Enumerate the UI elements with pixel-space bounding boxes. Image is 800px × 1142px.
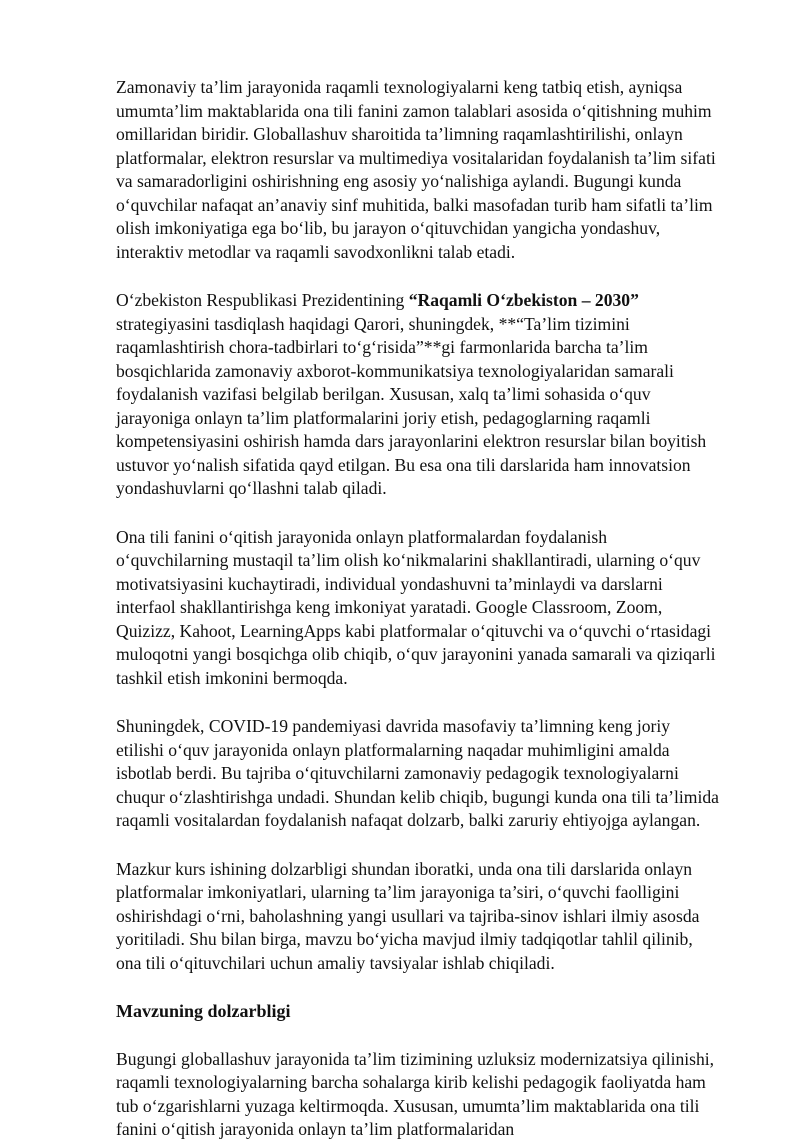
paragraph-pandemic: Shuningdek, COVID-19 pandemiyasi davrida masofaviy ta’limning keng joriy etilishi o‘quv jarayonida onlayn platformalarning naqadar muhimligini amalda isbotlab berdi. Bu tajriba o‘qituvchilarni zamonaviy pedagogik texnologiyalarni chuqur o‘zlashtirishga undadi. Shundan kelib chiqib, bugungi kunda ona tili ta’limida raqamli vositalardan foydalanish nafaqat dolzarb, balki zaruriy ehtiyojga aylangan. [116,716,719,830]
paragraph-platforms: Ona tili fanini o‘qitish jarayonida onlayn platformalardan foydalanish o‘quvchilarning mustaqil ta’lim olish ko‘nikmalarini shakllantiradi, ularning o‘quv motivatsiyasini kuchaytiradi, individual yondashuvni ta’minlaydi va darslarni interfaol shakllantirishga keng imkoniyat yaratadi. Google Classroom, Zoom, Quizizz, Kahoot, LearningApps kabi platformalar o‘qituvchi va o‘quvchi o‘rtasidagi muloqotni yangi bosqichga olib chiqib, o‘quv jarayonini yanada samarali va qiziqarli tashkil etish imkonini bermoqda. [116,526,716,688]
paragraph-closing: Bugungi globallashuv jarayonida ta’lim tizimining uzluksiz modernizatsiya qilinishi, raqamli texnologiyalarning barcha sohalarga kirib kelishi pedagogik faoliyatda ham tub o‘zgarishlarni yuzaga keltirmoqda. Xususan, umumta’lim maktablarida ona tili fanini o‘qitish jarayonida onlayn ta’lim platformalaridan [116,1048,715,1139]
paragraph-strategy [116,289,720,501]
paragraph-intro: Zamonaviy ta’lim jarayonida raqamli texnologiyalarni keng tatbiq etish, ayniqsa umumta’lim maktablarida ona tili fanini zamon talablari asosida o‘qitishning muhim omillaridan biridir. Globallashuv sharoitida ta’limning raqamlashtirilishi, onlayn platformalar, elektron resurslar va multimediya vositalaridan foydalanish ta’lim sifati va samaradorligini oshirishning eng asosiy yo‘nalishiga aylandi. Bugungi kunda o‘quvchilar nafaqat an’anaviy sinf muhitida, balki masofadan turib ham sifatli ta’lim olish imkoniyatiga ega bo‘lib, bu jarayon o‘qituvchidan yangicha yondashuv, interaktiv metodlar va raqamli savodxonlikni talab etadi. [116,77,716,262]
paragraph-relevance: Mazkur kurs ishining dolzarbligi shundan iboratki, unda ona tili darslarida onlayn platformalar imkoniyatlari, ularning ta’lim jarayoniga ta’siri, o‘quvchi faolligini oshirishdagi o‘rni, baholashning yangi usullari va tajriba-sinov ishlari ilmiy asosda yoritiladi. Shu bilan birga, mavzu bo‘yicha mavjud ilmiy tadqiqotlar tahlil qilinib, ona tili o‘qituvchilari uchun amaliy tavsiyalar ishlab chiqiladi. [116,858,700,973]
strategy-title: “Raqamli O‘zbekiston – 2030” [408,290,639,310]
paragraph-strategy-lead: O‘zbekiston Respublikasi Prezidentining [116,290,409,310]
paragraph-strategy-rest: strategiyasini tasdiqlash haqidagi Qarori, shuningdek, **“Ta’lim tizimini raqamlashtirish chora-tadbirlari to‘g‘risida”**gi farmonlarida barcha ta’lim bosqichlarida zamonaviy axborot-kommunikatsiya texnologiyalaridan samarali foydalanish vazifasi belgilab berilgan. Xususan, xalq ta’limi sohasida o‘quv jarayoniga onlayn ta’lim platformalarini joriy etish, pedagoglarning raqamli kompetensiyasini oshirish hamda dars jarayonlarini elektron resurslar bilan boyitish ustuvor yo‘nalish sifatida qayd etilgan. Bu esa ona tili darslarida ham innovatsion yondashuvlarni qo‘llashni talab qiladi. [116,313,707,498]
section-heading: Mavzuning dolzarbligi [116,1001,291,1021]
